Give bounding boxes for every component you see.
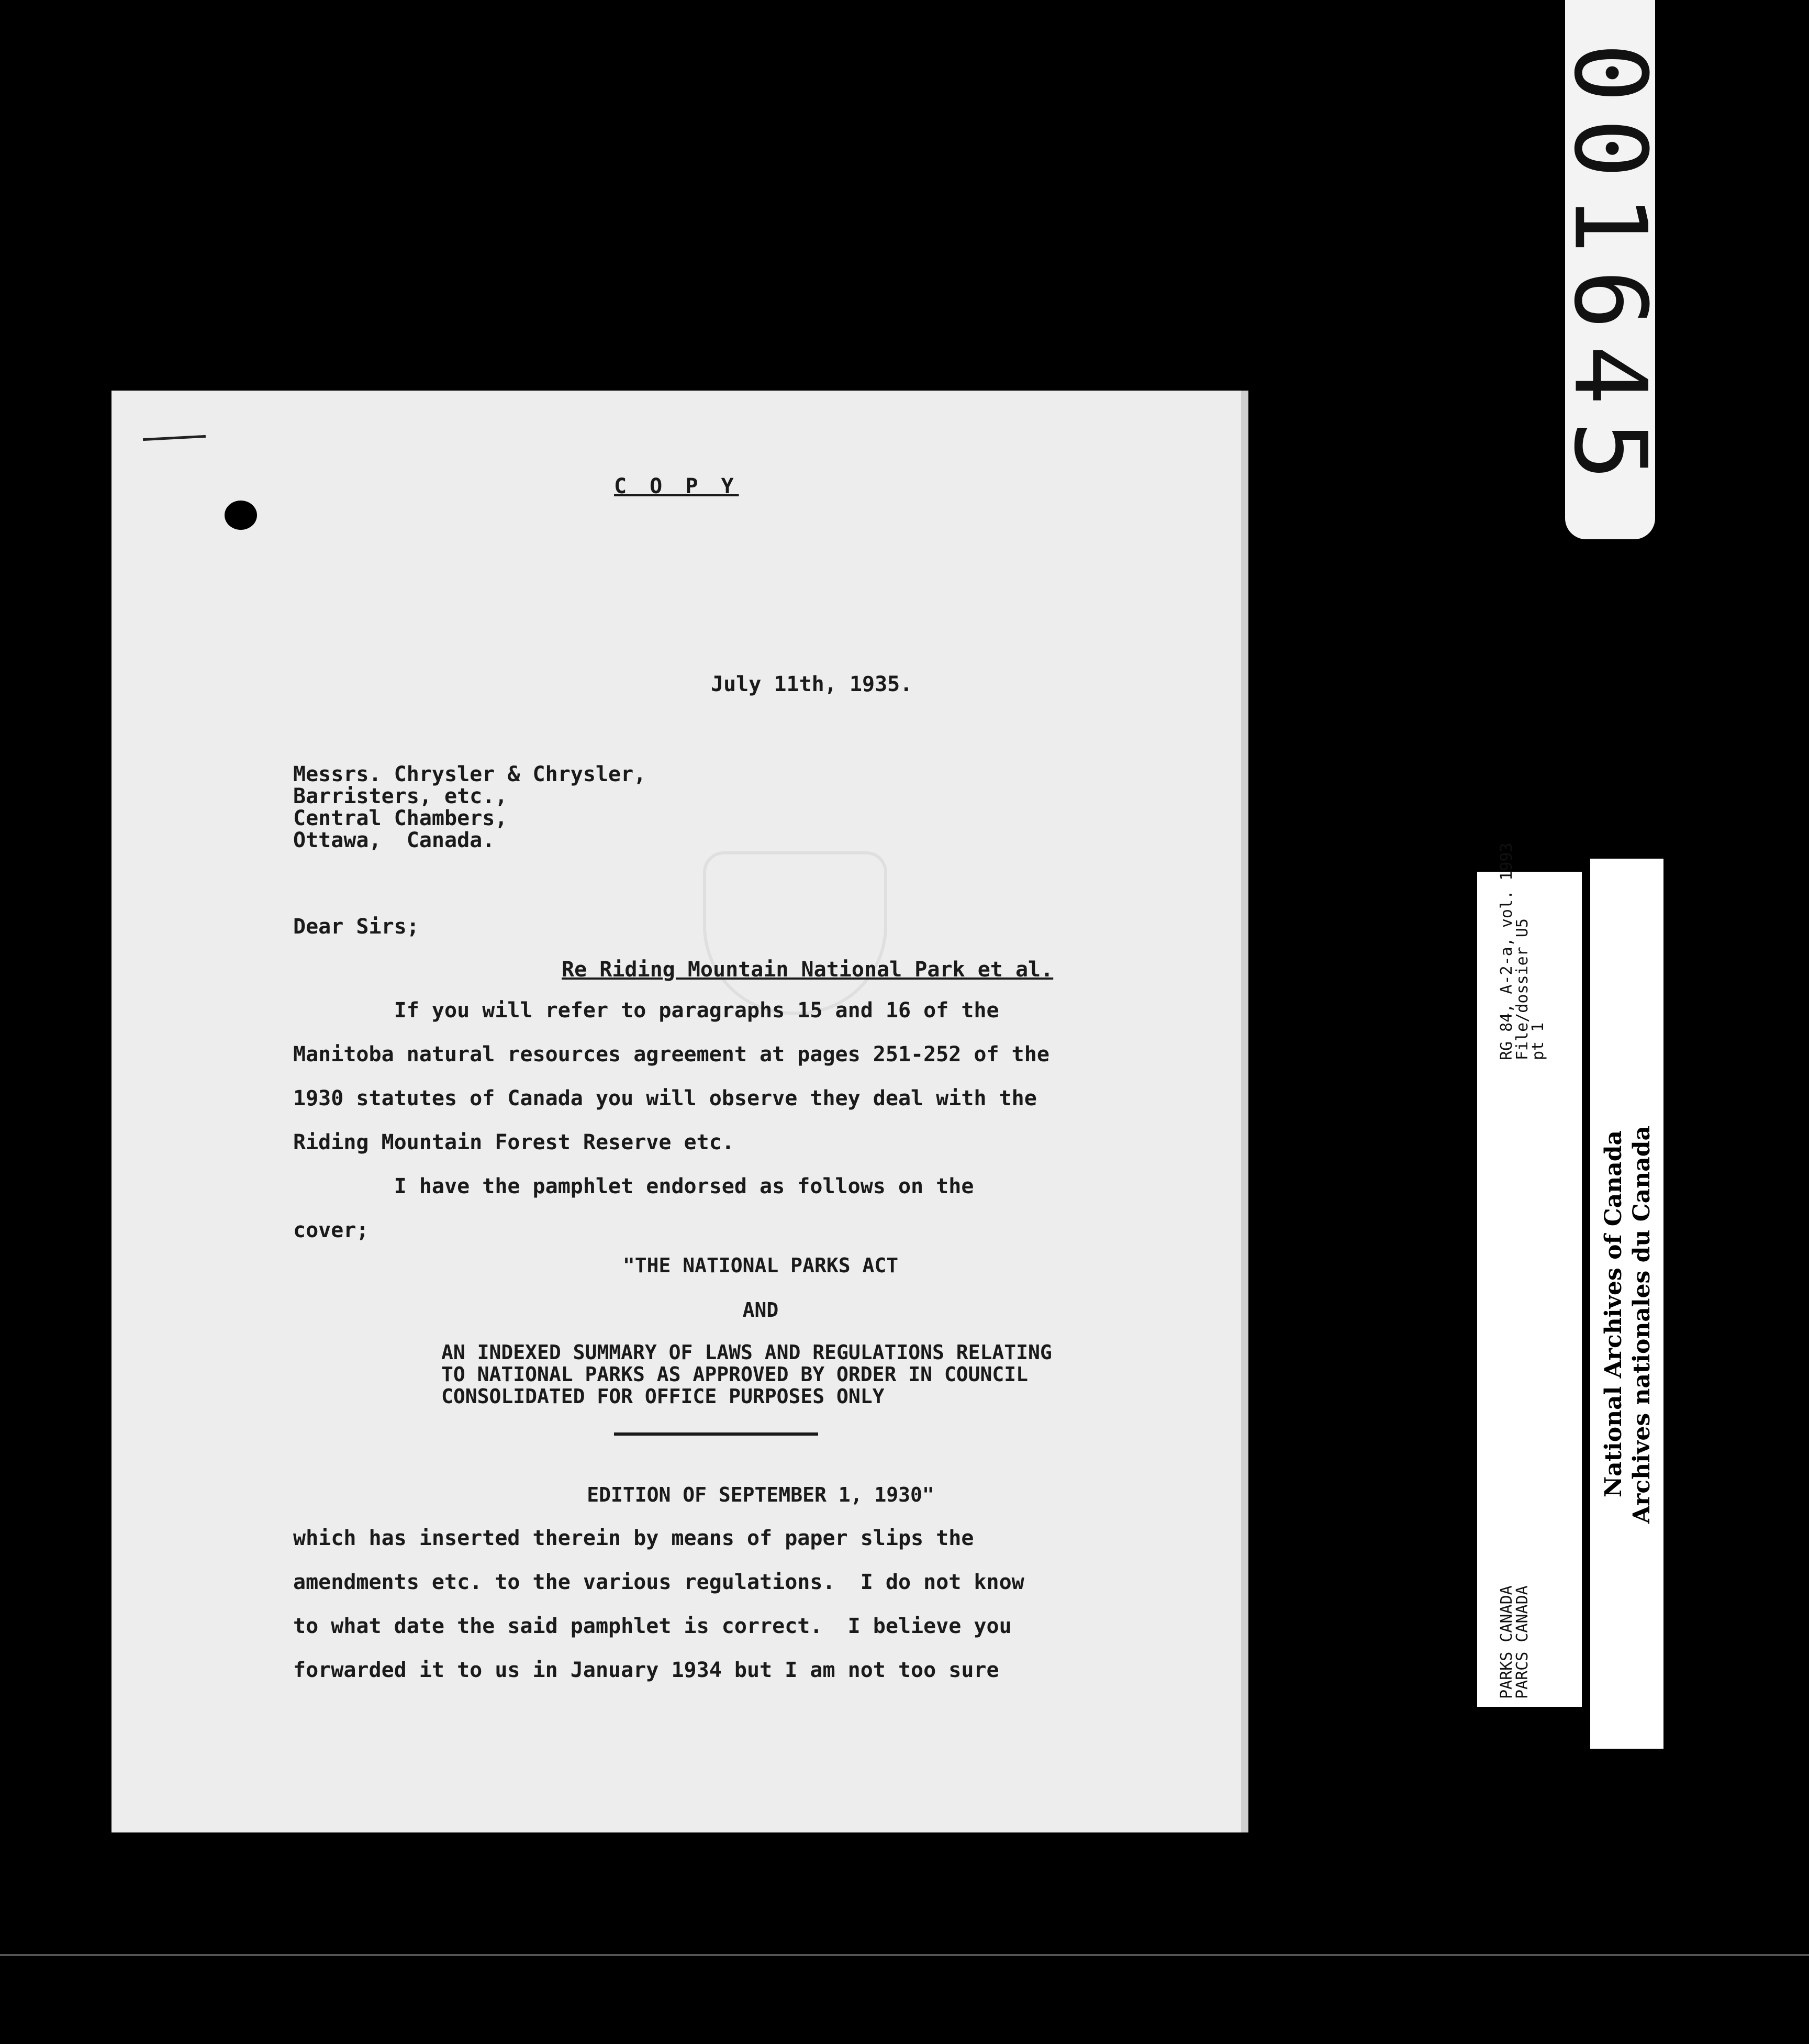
- letter-date: July 11th, 1935.: [711, 672, 913, 696]
- body-line: which has inserted therein by means of paper slips the: [293, 1526, 974, 1550]
- copy-heading: C O P Y: [614, 474, 739, 498]
- frame-number: 001645: [1552, 42, 1668, 497]
- address-line: Messrs. Chrysler & Chrysler,: [293, 762, 646, 786]
- body-line: I have the pamphlet endorsed as follows on the: [293, 1174, 974, 1198]
- national-archives-label: [1590, 859, 1663, 1749]
- quoted-and: AND: [742, 1298, 779, 1321]
- body-line: to what date the said pamphlet is correct. I believe you: [293, 1614, 1012, 1638]
- parks-canada-label: [1477, 842, 1582, 1707]
- body-line: cover;: [293, 1218, 369, 1242]
- body-line: amendments etc. to the various regulations. I do not know: [293, 1570, 1024, 1594]
- archives-name-fr: Archives nationales du Canada: [1628, 1125, 1655, 1524]
- body-line: Riding Mountain Forest Reserve etc.: [293, 1130, 734, 1154]
- pen-mark: [143, 435, 206, 441]
- parks-name-fr: PARCS CANADA: [1513, 1585, 1532, 1699]
- salutation: Dear Sirs;: [293, 915, 419, 939]
- address-line: Barristers, etc.,: [293, 784, 508, 808]
- frame-number-strip: [1552, 0, 1668, 539]
- reference-line: File/dossier U5: [1513, 918, 1532, 1060]
- summary-line: CONSOLIDATED FOR OFFICE PURPOSES ONLY: [441, 1385, 885, 1408]
- summary-line: TO NATIONAL PARKS AS APPROVED BY ORDER IN COUNCIL: [441, 1363, 1029, 1386]
- summary-line: AN INDEXED SUMMARY OF LAWS AND REGULATIONS RELATING: [441, 1341, 1052, 1364]
- archives-name-en: National Archives of Canada: [1600, 1130, 1627, 1497]
- film-frame-edge: [0, 1954, 1809, 1956]
- page-edge: [1241, 391, 1248, 1832]
- quoted-summary: [441, 1341, 1122, 1407]
- paragraph-1: [293, 988, 1049, 1164]
- hole-punch: [225, 501, 257, 530]
- letter-page: [111, 391, 1248, 1832]
- divider-rule: [614, 1432, 818, 1436]
- recipient-address: [293, 763, 646, 851]
- body-line: 1930 statutes of Canada you will observe they deal with the: [293, 1086, 1037, 1110]
- reference-line: pt 1: [1529, 1022, 1547, 1060]
- reference-line: RG 84, A-2-a, vol. 1993: [1498, 842, 1516, 1060]
- edition-line: EDITION OF SEPTEMBER 1, 1930": [587, 1483, 934, 1506]
- body-line: forwarded it to us in January 1934 but I am not too sure: [293, 1658, 999, 1682]
- address-line: Central Chambers,: [293, 806, 508, 830]
- body-line: If you will refer to paragraphs 15 and 16 of the: [293, 998, 999, 1023]
- quoted-act-title: "THE NATIONAL PARKS ACT: [622, 1254, 899, 1277]
- paragraph-3: [293, 1516, 1024, 1692]
- address-line: Ottawa, Canada.: [293, 828, 495, 852]
- paragraph-2: [293, 1164, 974, 1252]
- body-line: Manitoba natural resources agreement at pages 251-252 of the: [293, 1042, 1049, 1067]
- parks-name-en: PARKS CANADA: [1498, 1585, 1516, 1699]
- subject-line: Re Riding Mountain National Park et al.: [562, 958, 1054, 982]
